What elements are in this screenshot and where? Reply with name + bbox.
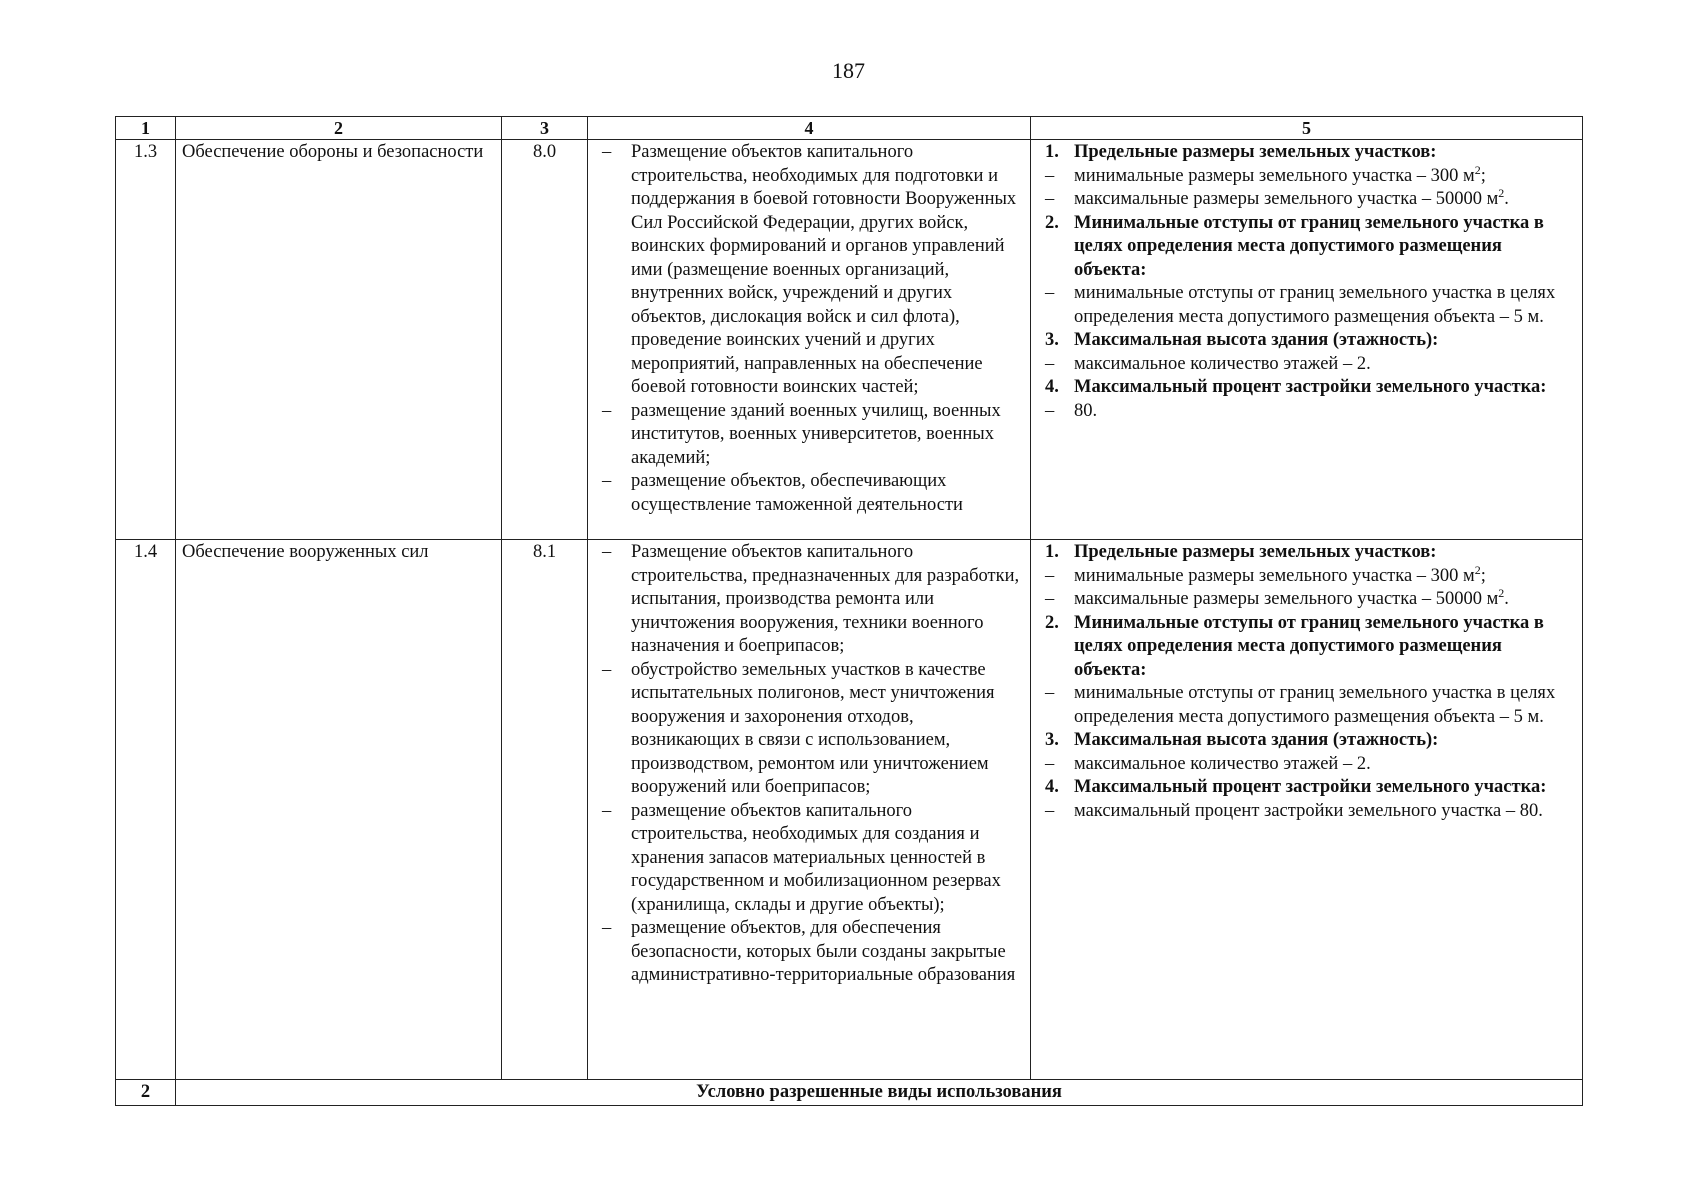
param-heading: 3. Максимальная высота здания (этажность): xyxy=(1045,730,1439,750)
parameters-cell xyxy=(1031,540,1583,1080)
row-number: 1.3 xyxy=(116,140,176,540)
col-header-3: 3 xyxy=(502,117,588,140)
param-item: – максимальное количество этажей – 2. xyxy=(1045,353,1371,374)
table-row xyxy=(116,140,1583,540)
use-type-name: Обеспечение вооруженных сил xyxy=(176,540,502,1080)
param-heading: 1. Предельные размеры земельных участков: xyxy=(1045,542,1437,562)
param-heading: 3. Максимальная высота здания (этажность): xyxy=(1045,330,1439,350)
section-title: Условно разрешенные виды использования xyxy=(176,1080,1583,1106)
col-header-5: 5 xyxy=(1031,117,1583,140)
use-description xyxy=(588,140,1031,540)
col-header-4: 4 xyxy=(588,117,1031,140)
param-item: – максимальный процент застройки земельного участка – 80. xyxy=(1045,800,1543,821)
param-heading: 4. Максимальный процент застройки земельного участка: xyxy=(1045,777,1547,797)
list-item: – размещение объектов, обеспечивающих осуществление таможенной деятельности xyxy=(602,471,963,515)
param-item: – максимальные размеры земельного участка – 50000 $м^2$. xyxy=(1045,185,1509,209)
column-number-row xyxy=(116,117,1583,140)
list-item: – Размещение объектов капитального строительства, необходимых для подготовки и поддержания в боевой готовности Вооруженных Сил Российской Федерации, других войск, воинских формирований и органов управлений ими (размещение военных организаций, внутренних войск, учреждений и других объектов, дислокация войск и сил флота), проведение воинских учений и других мероприятий, направленных на обеспечение боевой готовности воинских частей; xyxy=(602,142,1017,397)
param-heading: 2. Минимальные отступы от границ земельного участка в целях определения места допустимого размещения объекта: xyxy=(1045,612,1544,680)
list-item: – размещение зданий военных училищ, военных институтов, военных университетов, военных академий; xyxy=(602,400,1001,468)
param-item: – минимальные размеры земельного участка – 300 $м^2$; xyxy=(1045,562,1486,586)
param-item: – максимальные размеры земельного участка – 50000 $м^2$. xyxy=(1045,585,1509,609)
land-use-table xyxy=(115,116,1583,1106)
section-row xyxy=(116,1080,1583,1106)
list-item: – обустройство земельных участков в качестве испытательных полигонов, мест уничтожения вооружения и захоронения отходов, возникающих в связи с использованием, производством, ремонтом или уничтожением вооружений или боеприпасов; xyxy=(602,659,995,797)
param-heading: 2. Минимальные отступы от границ земельного участка в целях определения места допустимого размещения объекта: xyxy=(1045,212,1544,280)
list-item: – размещение объектов капитального строительства, необходимых для создания и хранения запасов материальных ценностей в государственном и мобилизационном резервах (хранилища, склады и другие объекты); xyxy=(602,800,1001,915)
list-item: – Размещение объектов капитального строительства, предназначенных для разработки, испытания, производства ремонта или уничтожения вооружения, техники военного назначения и боеприпасов; xyxy=(602,542,1020,656)
param-item: – максимальное количество этажей – 2. xyxy=(1045,753,1371,774)
use-type-name: Обеспечение обороны и безопасности xyxy=(176,140,502,540)
classifier-code: 8.0 xyxy=(502,140,588,540)
list-item: – размещение объектов, для обеспечения безопасности, которых были созданы закрытые административно-территориальные образования xyxy=(602,918,1016,985)
param-heading: 4. Максимальный процент застройки земельного участка: xyxy=(1045,377,1547,397)
classifier-code: 8.1 xyxy=(502,540,588,1080)
param-item: – минимальные отступы от границ земельного участка в целях определения места допустимого размещения объекта – 5 м. xyxy=(1045,283,1556,327)
col-header-1: 1 xyxy=(116,117,176,140)
col-header-2: 2 xyxy=(176,117,502,140)
param-item: – минимальные размеры земельного участка – 300 $м^2$; xyxy=(1045,162,1486,186)
use-description xyxy=(588,540,1031,1080)
param-item: – минимальные отступы от границ земельного участка в целях определения места допустимого размещения объекта – 5 м. xyxy=(1045,683,1556,727)
parameters-cell xyxy=(1031,140,1583,540)
param-heading: 1. Предельные размеры земельных участков: xyxy=(1045,142,1437,162)
section-number: 2 xyxy=(116,1080,176,1106)
param-item: – 80. xyxy=(1045,400,1098,421)
row-number: 1.4 xyxy=(116,540,176,1080)
page-number: 187 xyxy=(832,58,865,83)
table-row xyxy=(116,540,1583,1080)
